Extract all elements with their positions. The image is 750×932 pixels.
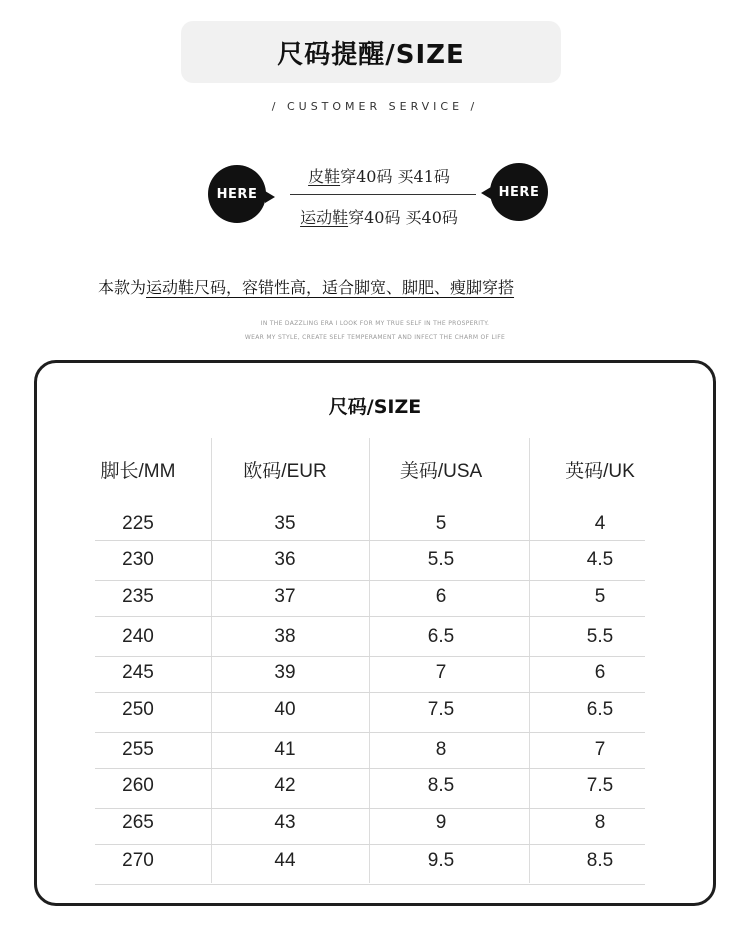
- customer-service-caption: / CUSTOMER SERVICE /: [271, 100, 479, 113]
- row-separator: [95, 692, 645, 693]
- eur-cell: 43: [274, 812, 296, 833]
- tagline-line-2: WEAR MY STYLE, CREATE SELF TEMPERAMENT AND INFECT THE CHARM OF LIFE: [244, 334, 506, 341]
- tip-divider: [290, 194, 476, 195]
- usa-cell: 6: [435, 586, 447, 607]
- tip-leather-prefix: 皮鞋: [308, 167, 341, 186]
- row-separator: [95, 844, 645, 845]
- description-prefix: 本款为: [98, 278, 147, 297]
- uk-cell: 5: [594, 586, 606, 607]
- row-separator: [95, 540, 645, 541]
- header-eur: 欧码/EUR: [243, 461, 327, 482]
- description-underlined: 运动鞋尺码，容错性高，适合脚宽、脚肥、瘦脚穿搭: [146, 278, 515, 297]
- eur-cell: 42: [274, 775, 296, 796]
- header-uk: 英码/UK: [565, 461, 635, 482]
- row-separator: [95, 616, 645, 617]
- foot-length-cell: 270: [122, 850, 154, 871]
- column-divider: [369, 438, 370, 883]
- eur-cell: 41: [274, 739, 296, 760]
- uk-cell: 4.5: [586, 549, 614, 570]
- tip-sport-shoes: [276, 205, 482, 228]
- row-separator: [95, 768, 645, 769]
- usa-cell: 8: [435, 739, 447, 760]
- eur-cell: 39: [274, 662, 296, 683]
- usa-cell: 7: [435, 662, 447, 683]
- usa-cell: 9.5: [427, 850, 455, 871]
- usa-cell: 5: [435, 513, 447, 534]
- here-badge-right: [490, 163, 548, 221]
- foot-length-cell: 265: [122, 812, 154, 833]
- usa-cell: 8.5: [427, 775, 455, 796]
- usa-cell: 9: [435, 812, 447, 833]
- uk-cell: 5.5: [586, 626, 614, 647]
- product-size-description: [98, 275, 514, 298]
- uk-cell: 8: [594, 812, 606, 833]
- tip-sport-rest: 穿40码 买40码: [348, 208, 458, 227]
- foot-length-cell: 255: [122, 739, 154, 760]
- uk-cell: 7: [594, 739, 606, 760]
- page-title: 尺码提醒/SIZE: [277, 39, 465, 70]
- eur-cell: 36: [274, 549, 296, 570]
- foot-length-cell: 250: [122, 699, 154, 720]
- eur-cell: 44: [274, 850, 296, 871]
- foot-length-cell: 260: [122, 775, 154, 796]
- eur-cell: 35: [274, 513, 296, 534]
- row-separator: [95, 580, 645, 581]
- usa-cell: 7.5: [427, 699, 455, 720]
- row-separator: [95, 732, 645, 733]
- foot-length-cell: 230: [122, 549, 154, 570]
- uk-cell: 8.5: [586, 850, 614, 871]
- row-separator: [95, 884, 645, 885]
- usa-cell: 6.5: [427, 626, 455, 647]
- uk-cell: 6: [594, 662, 606, 683]
- tip-leather-rest: 穿40码 买41码: [340, 167, 450, 186]
- tip-leather-shoes: [276, 164, 482, 187]
- row-separator: [95, 808, 645, 809]
- here-badge-left-label: HERE: [216, 186, 258, 202]
- here-badge-right-label: HERE: [498, 184, 540, 200]
- eur-cell: 38: [274, 626, 296, 647]
- column-divider: [211, 438, 212, 883]
- foot-length-cell: 245: [122, 662, 154, 683]
- foot-length-cell: 240: [122, 626, 154, 647]
- header-usa: 美码/USA: [399, 461, 483, 482]
- eur-cell: 37: [274, 586, 296, 607]
- foot-length-cell: 235: [122, 586, 154, 607]
- uk-cell: 7.5: [586, 775, 614, 796]
- tagline-line-1: IN THE DAZZLING ERA I LOOK FOR MY TRUE SELF IN THE PROSPERITY.: [260, 320, 490, 327]
- foot-length-cell: 225: [122, 513, 154, 534]
- tip-sport-prefix: 运动鞋: [300, 208, 349, 227]
- uk-cell: 4: [594, 513, 606, 534]
- usa-cell: 5.5: [427, 549, 455, 570]
- row-separator: [95, 656, 645, 657]
- header-foot-length: 脚长/MM: [100, 461, 176, 482]
- uk-cell: 6.5: [586, 699, 614, 720]
- page-title-banner: [181, 21, 561, 83]
- size-table-title: 尺码/SIZE: [328, 396, 422, 418]
- here-badge-left: [208, 165, 266, 223]
- eur-cell: 40: [274, 699, 296, 720]
